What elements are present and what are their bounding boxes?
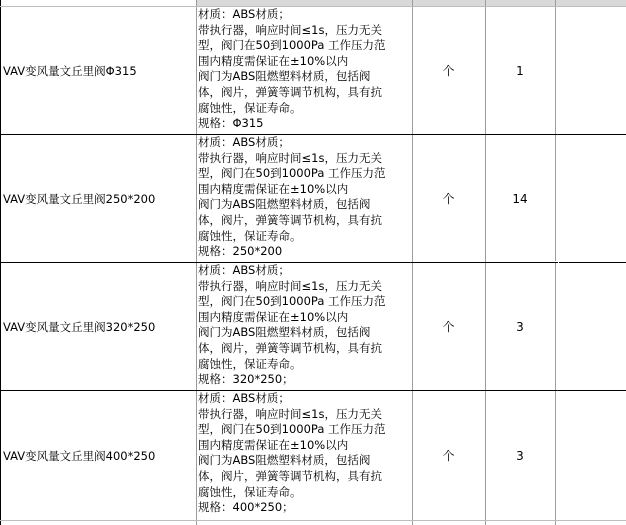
cell-empty[interactable] bbox=[556, 135, 626, 262]
desc-line: 围内精度需保证在±10%以内 bbox=[198, 437, 349, 452]
desc-line: 围内精度需保证在±10%以内 bbox=[198, 53, 349, 68]
desc-line: 围内精度需保证在±10%以内 bbox=[198, 181, 349, 196]
desc-line: 阀门为ABS阻燃塑料材质，包括阀 bbox=[198, 325, 371, 340]
cell-unit[interactable] bbox=[412, 7, 485, 134]
grid-line bbox=[0, 520, 626, 521]
desc-line: 规格：320*250； bbox=[198, 372, 294, 387]
desc-line: 材质：ABS材质； bbox=[198, 7, 290, 21]
desc-line: 腐蚀性，保证寿命。 bbox=[198, 100, 302, 115]
desc-line: 型，阀门在50到1000Pa 工作压力范 bbox=[198, 294, 386, 309]
cell-product-name[interactable] bbox=[0, 135, 195, 262]
cursor-crosshair-icon bbox=[549, 258, 569, 265]
desc-line: 材质：ABS材质； bbox=[198, 391, 290, 405]
desc-line: 腐蚀性，保证寿命。 bbox=[198, 484, 302, 499]
desc-line: 规格：Φ315 bbox=[198, 116, 264, 131]
cell-product-desc[interactable] bbox=[197, 263, 412, 390]
desc-line: 体，阀片，弹簧等调节机构，具有抗 bbox=[198, 84, 382, 99]
quantity-text: 14 bbox=[512, 191, 528, 206]
cell-product-desc[interactable] bbox=[197, 7, 412, 134]
desc-line: 阀门为ABS阻燃塑料材质，包括阀 bbox=[198, 69, 371, 84]
desc-line: 带执行器，响应时间≤1s，压力无关 bbox=[198, 278, 382, 293]
desc-line: 材质：ABS材质； bbox=[198, 135, 290, 149]
product-name-text: VAV变风量文丘里阀250*200 bbox=[3, 191, 156, 206]
desc-line: 腐蚀性，保证寿命。 bbox=[198, 356, 302, 371]
desc-line: 带执行器，响应时间≤1s，压力无关 bbox=[198, 406, 382, 421]
unit-text: 个 bbox=[442, 320, 455, 334]
desc-line: 带执行器，响应时间≤1s，压力无关 bbox=[198, 150, 382, 165]
cell-unit[interactable] bbox=[412, 135, 485, 262]
desc-line: 型，阀门在50到1000Pa 工作压力范 bbox=[198, 422, 386, 437]
desc-line: 腐蚀性，保证寿命。 bbox=[198, 228, 302, 243]
quantity-text: 3 bbox=[516, 319, 524, 334]
cell-quantity[interactable] bbox=[485, 7, 555, 134]
desc-line: 带执行器，响应时间≤1s，压力无关 bbox=[198, 22, 382, 37]
desc-line: 材质：ABS材质； bbox=[198, 263, 290, 277]
quantity-text: 3 bbox=[516, 448, 524, 463]
unit-text: 个 bbox=[442, 192, 455, 206]
cell-product-name[interactable] bbox=[0, 391, 195, 520]
cell-quantity[interactable] bbox=[485, 263, 555, 390]
desc-line: 体，阀片，弹簧等调节机构，具有抗 bbox=[198, 340, 382, 355]
desc-line: 型，阀门在50到1000Pa 工作压力范 bbox=[198, 166, 386, 181]
cell-empty[interactable] bbox=[556, 391, 626, 520]
desc-line: 阀门为ABS阻燃塑料材质，包括阀 bbox=[198, 453, 371, 468]
product-name-text: VAV变风量文丘里阀Φ315 bbox=[3, 63, 137, 78]
cell-quantity[interactable] bbox=[485, 391, 555, 520]
desc-line: 体，阀片，弹簧等调节机构，具有抗 bbox=[198, 212, 382, 227]
cell-product-desc[interactable] bbox=[197, 391, 412, 520]
desc-line: 体，阀片，弹簧等调节机构，具有抗 bbox=[198, 468, 382, 483]
desc-line: 型，阀门在50到1000Pa 工作压力范 bbox=[198, 38, 386, 53]
unit-text: 个 bbox=[442, 64, 455, 78]
product-name-text: VAV变风量文丘里阀320*250 bbox=[3, 319, 156, 334]
unit-text: 个 bbox=[442, 449, 455, 463]
cell-product-desc[interactable] bbox=[197, 135, 412, 262]
cell-quantity[interactable] bbox=[485, 135, 555, 262]
desc-line: 规格：400*250； bbox=[198, 500, 294, 515]
cell-empty[interactable] bbox=[556, 7, 626, 134]
cell-product-name[interactable] bbox=[0, 7, 195, 134]
quantity-text: 1 bbox=[516, 63, 524, 78]
desc-line: 围内精度需保证在±10%以内 bbox=[198, 309, 349, 324]
product-name-text: VAV变风量文丘里阀400*250 bbox=[3, 448, 156, 463]
cell-unit[interactable] bbox=[412, 263, 485, 390]
desc-line: 规格：250*200 bbox=[198, 244, 283, 259]
cell-product-name[interactable] bbox=[0, 263, 195, 390]
cell-empty[interactable] bbox=[556, 263, 626, 390]
desc-line: 阀门为ABS阻燃塑料材质，包括阀 bbox=[198, 197, 371, 212]
cell-unit[interactable] bbox=[412, 391, 485, 520]
